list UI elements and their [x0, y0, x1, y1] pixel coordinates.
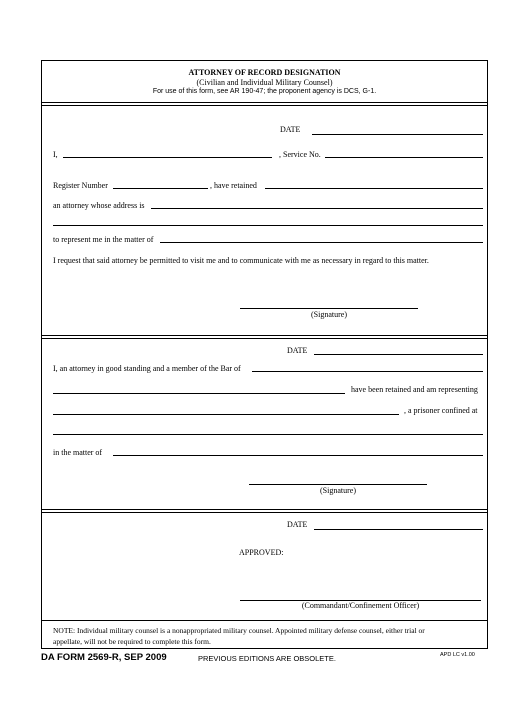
date-label: DATE: [287, 346, 308, 355]
agency-note: For use of this form, see AR 190-47; the proponent agency is DCS, G-1.: [152, 88, 377, 95]
have-retained-label: , have retained: [210, 181, 257, 190]
retained-representing-label: have been retained and am representing: [351, 385, 478, 394]
officer-label: (Commandant/Confinement Officer): [301, 601, 420, 610]
editions-note: PREVIOUS EDITIONS ARE OBSOLETE.: [198, 654, 336, 663]
note-line-2: appellate, will not be required to complete this form.: [53, 637, 211, 646]
matter-field[interactable]: [113, 455, 483, 456]
version-label: APD LC v1.00: [440, 652, 475, 658]
date-label: DATE: [280, 125, 301, 134]
name-field[interactable]: [63, 157, 272, 158]
register-number-field[interactable]: [113, 188, 208, 189]
section-divider: [41, 335, 488, 336]
signature-label: (Signature): [320, 486, 356, 495]
client-name-field[interactable]: [53, 393, 345, 394]
date-field[interactable]: [314, 529, 483, 530]
signature-field[interactable]: [249, 484, 427, 485]
header-divider: [41, 102, 488, 103]
service-no-field[interactable]: [325, 157, 483, 158]
date-field[interactable]: [314, 354, 483, 355]
header-divider-double: [41, 105, 488, 106]
register-number-label: Register Number: [53, 181, 108, 190]
prisoner-name-field[interactable]: [53, 414, 399, 415]
address-field[interactable]: [151, 208, 483, 209]
date-field[interactable]: [312, 134, 483, 135]
approved-label: APPROVED:: [239, 548, 284, 557]
bar-field[interactable]: [252, 371, 483, 372]
request-text: I request that said attorney be permitted to visit me and to communicate with me as necessary in regard to this matter.: [53, 256, 429, 265]
name-label: I,: [53, 150, 58, 159]
section-divider-double: [41, 512, 488, 513]
prisoner-confined-label: , a prisoner confined at: [404, 406, 478, 415]
form-subtitle: (Civilian and Individual Military Counsel): [196, 78, 333, 87]
matter-label: in the matter of: [53, 448, 103, 457]
represent-label: to represent me in the matter of: [53, 235, 154, 244]
note-line-1: NOTE: Individual military counsel is a nonappropriated military counsel. Appointed military defense counsel, either trial or: [53, 626, 425, 635]
signature-field[interactable]: [240, 308, 418, 309]
service-no-label: , Service No.: [279, 150, 321, 159]
form-id: DA FORM 2569-R, SEP 2009: [41, 652, 167, 663]
confinement-location-field[interactable]: [53, 434, 483, 435]
date-label: DATE: [287, 520, 308, 529]
bar-label: I, an attorney in good standing and a member of the Bar of: [53, 364, 241, 373]
section-divider-double: [41, 338, 488, 339]
note-divider: [41, 620, 488, 621]
address-field-line2[interactable]: [53, 225, 483, 226]
section-divider: [41, 509, 488, 510]
matter-field[interactable]: [160, 242, 483, 243]
retained-attorney-field[interactable]: [265, 188, 483, 189]
address-label: an attorney whose address is: [53, 201, 145, 210]
signature-label: (Signature): [311, 310, 347, 319]
form-title: ATTORNEY OF RECORD DESIGNATION: [188, 68, 341, 77]
